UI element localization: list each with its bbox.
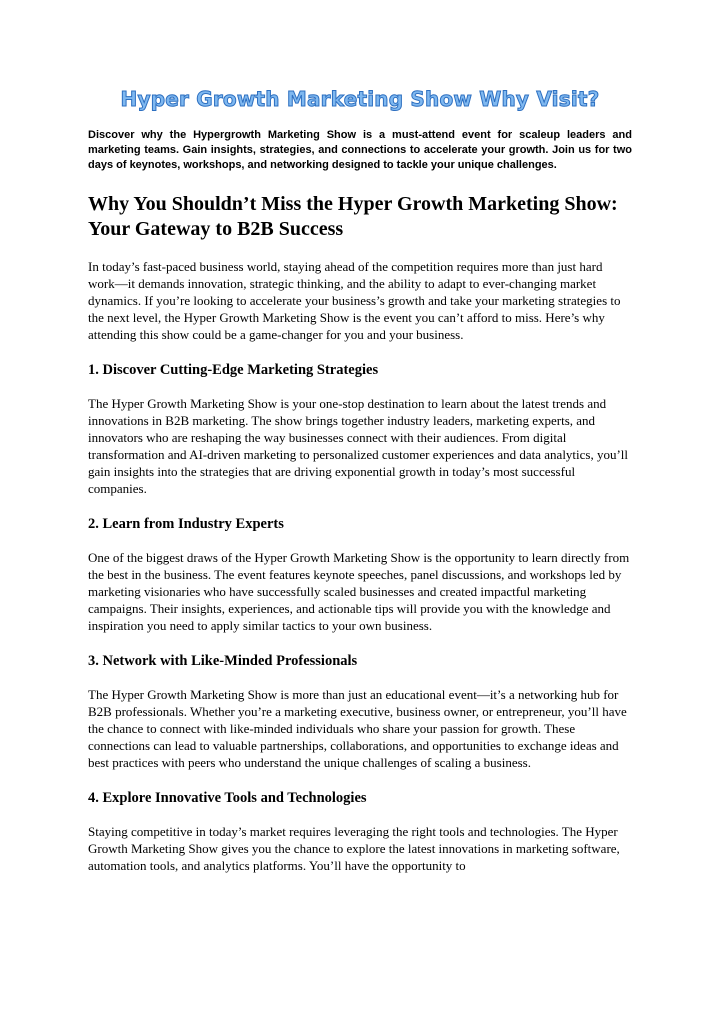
section-body-strategies: The Hyper Growth Marketing Show is your one-stop destination to learn about the latest trends and innovations in B2B marketing. The show brings together industry leaders, marketing experts, and innovators who are reshaping the way businesses connect with their audiences. From digital transformation and AI-driven marketing to personalized customer experiences and data analytics, you’ll gain insights into the strategies that are driving exponential growth in today’s most successful companies. <box>88 396 629 496</box>
section-heading-strategies: 1. Discover Cutting-Edge Marketing Strategies <box>88 362 379 378</box>
document-content <box>88 128 632 892</box>
banner-title: Hyper Growth Marketing Show Why Visit? <box>120 87 600 111</box>
section-heading-tools: 4. Explore Innovative Tools and Technologies <box>88 790 367 806</box>
section-body-tools: Staying competitive in today’s market requires leveraging the right tools and technologies. The Hyper Growth Marketing Show gives you the chance to explore the latest innovations in marketing software, automation tools, and analytics platforms. You’ll have the opportunity to <box>88 824 620 873</box>
opening-paragraph: In today’s fast-paced business world, staying ahead of the competition requires more than just hard work—it demands innovation, strategic thinking, and the ability to adapt to ever-changing market dynamics. If you’re looking to accelerate your business’s growth and take your marketing strategies to the next level, the Hyper Growth Marketing Show is the event you can’t afford to miss. Here’s why attending this show could be a game-changer for you and your business. <box>88 259 621 342</box>
main-heading: Why You Shouldn’t Miss the Hyper Growth Marketing Show: Your Gateway to B2B Success <box>88 193 618 240</box>
section-body-experts: One of the biggest draws of the Hyper Growth Marketing Show is the opportunity to learn directly from the best in the business. The event features keynote speeches, panel discussions, and workshops led by marketing visionaries who have successfully scaled businesses and created impactful marketing campaigns. Their insights, experiences, and actionable tips will provide you with the knowledge and inspiration you need to apply similar tactics to your own business. <box>88 550 630 633</box>
section-heading-experts: 2. Learn from Industry Experts <box>88 516 284 532</box>
intro-paragraph: Discover why the Hypergrowth Marketing Show is a must-attend event for scaleup leaders and marketing teams. Gain insights, strategies, and connections to accelerate your growth. Join us for two days of keynotes, workshops, and networking designed to tackle your unique challenges. <box>88 129 632 171</box>
section-heading-network: 3. Network with Like-Minded Professionals <box>88 653 358 669</box>
section-body-network: The Hyper Growth Marketing Show is more than just an educational event—it’s a networking hub for B2B professionals. Whether you’re a marketing executive, business owner, or entrepreneur, you’ll have the chance to connect with like-minded individuals who share your passion for growth. These connections can lead to valuable partnerships, collaborations, and opportunities to exchange ideas and best practices with peers who understand the unique challenges of scaling a business. <box>88 687 627 770</box>
